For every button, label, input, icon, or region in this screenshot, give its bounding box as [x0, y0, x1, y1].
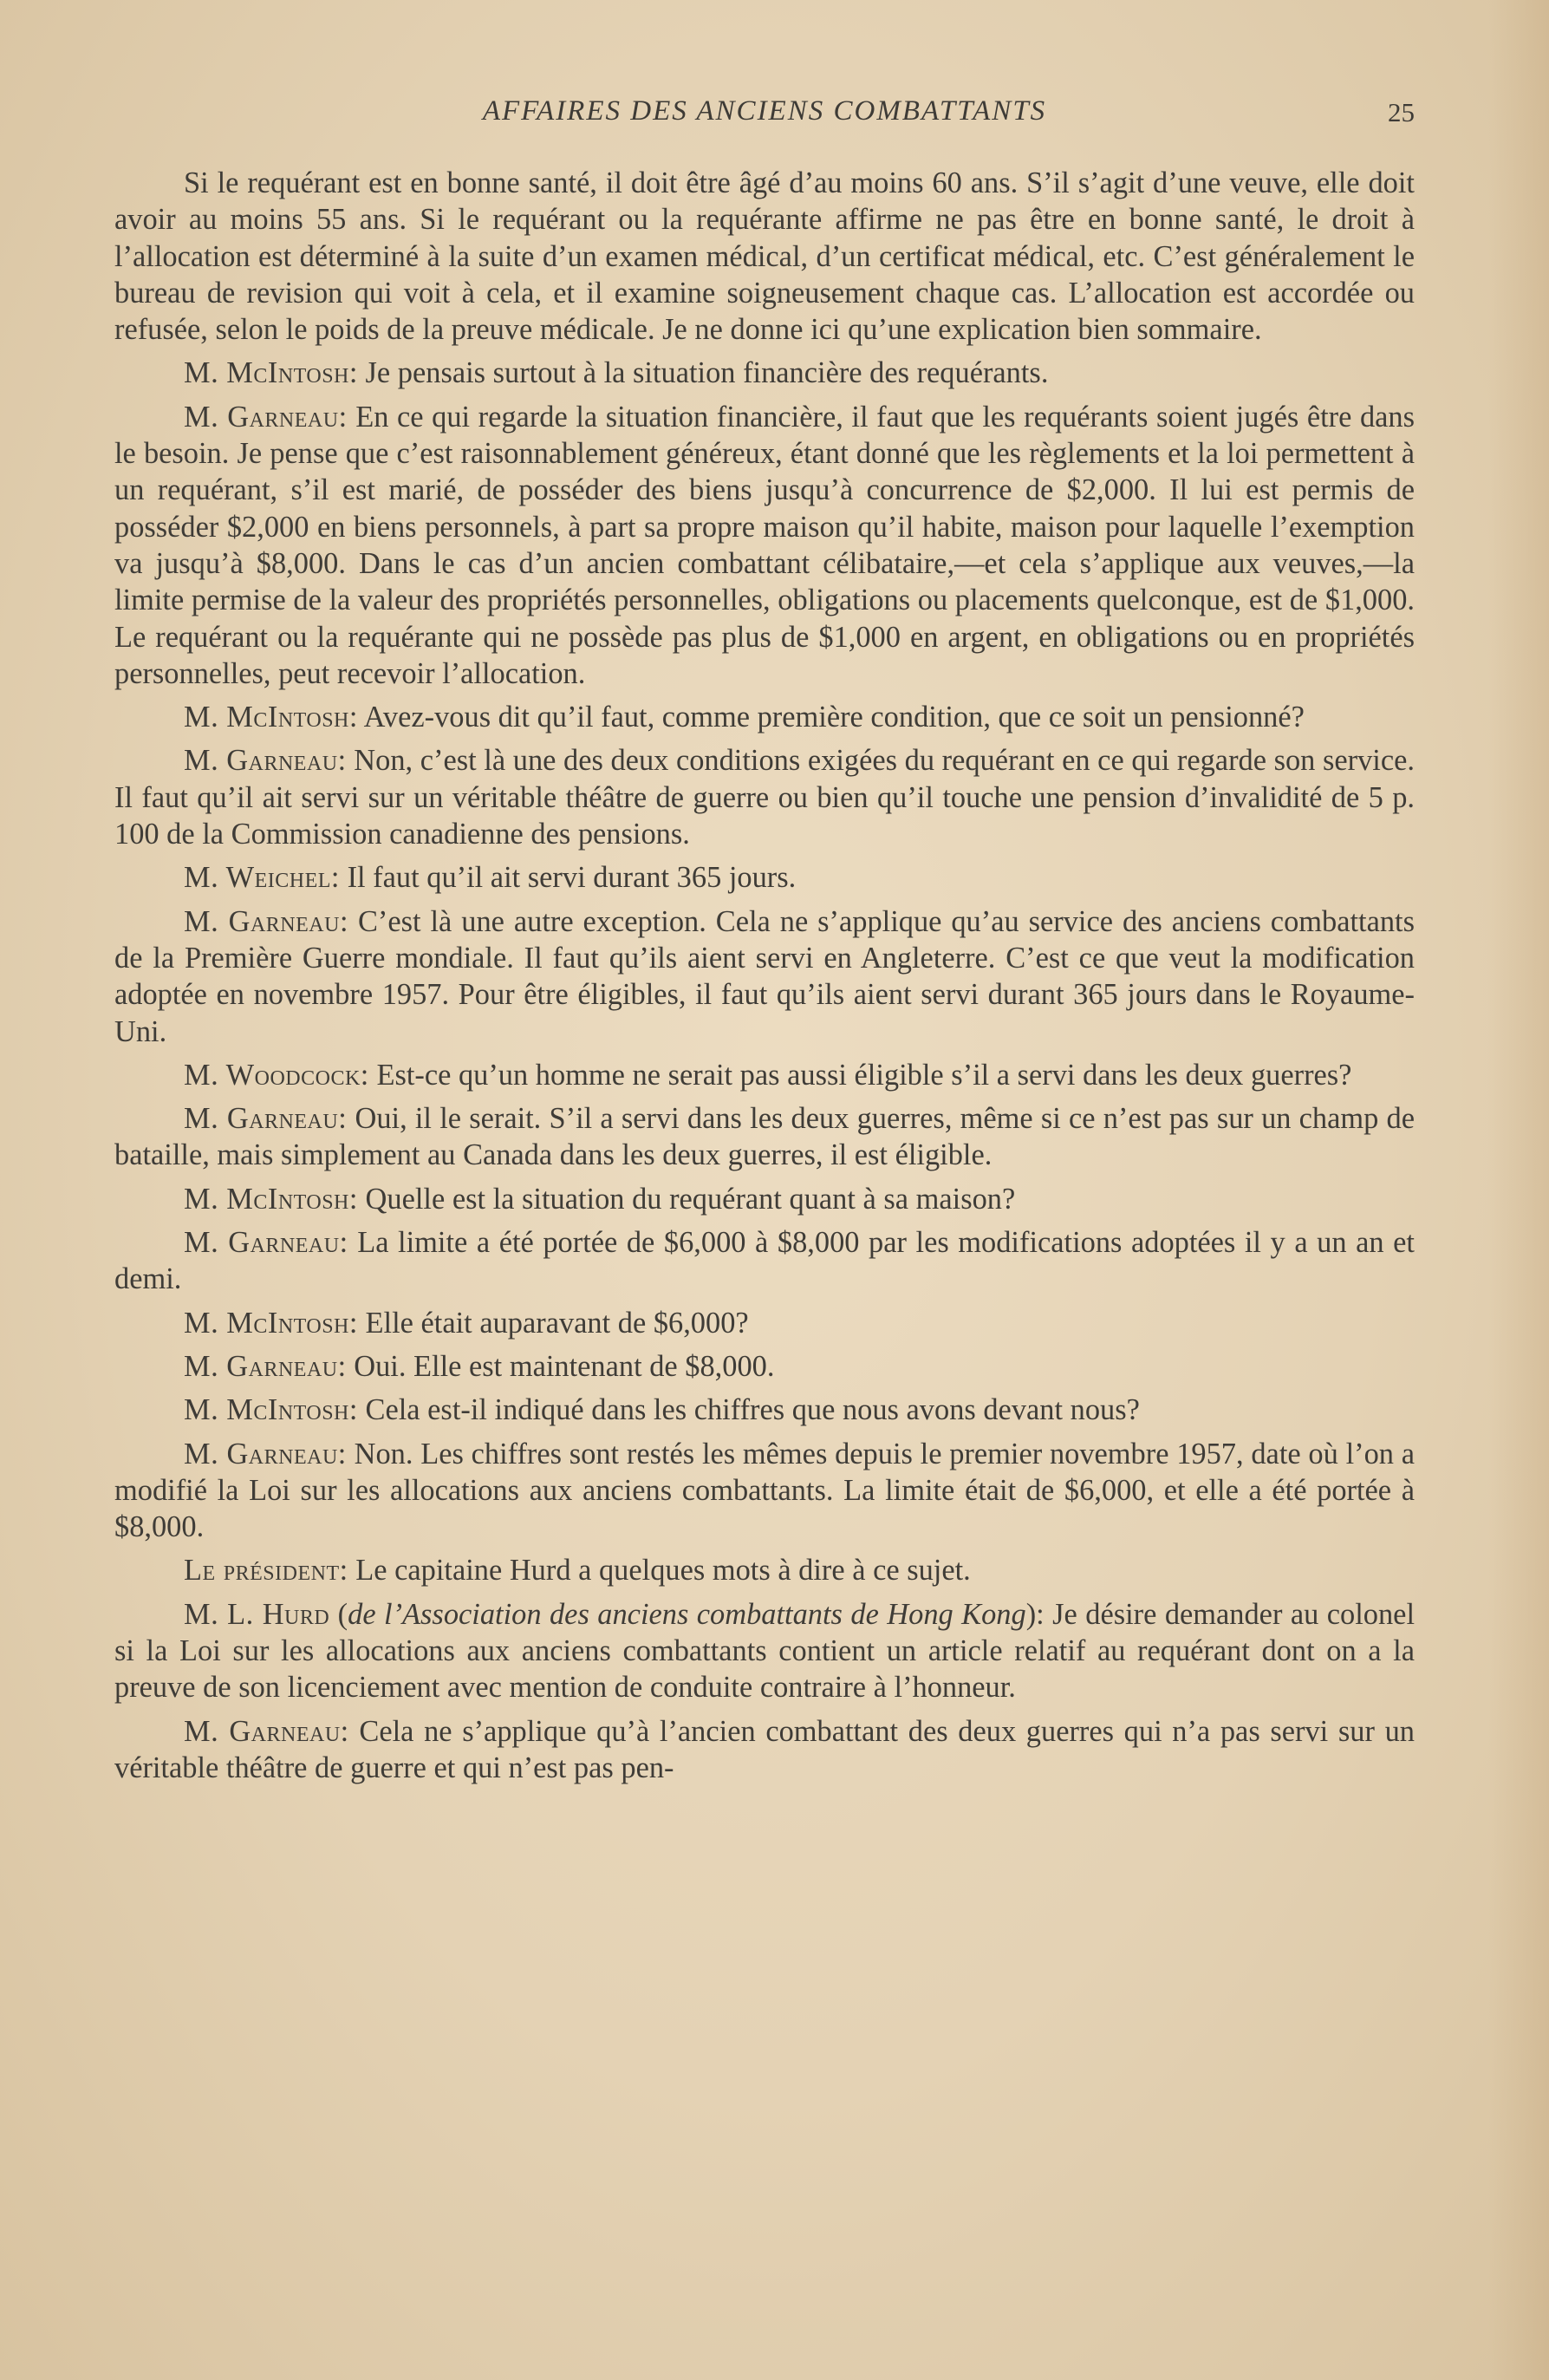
speaker-name: M. Woodcock:: [184, 1058, 369, 1092]
paragraph-text: Est-ce qu’un homme ne serait pas aussi éligible s’il a servi dans les deux guerres?: [368, 1058, 1352, 1092]
paragraph-text: Cela est-il indiqué dans les chiffres que nous avons devant nous?: [357, 1393, 1140, 1427]
paragraph: [114, 1552, 1415, 1588]
paragraph-text: Je pensais surtout à la situation financière des requérants.: [357, 356, 1049, 390]
paragraph: [114, 1305, 1415, 1341]
running-head: AFFAIRES DES ANCIENS COMBATTANTS: [482, 95, 1047, 127]
paragraph-text: : Je désire demander au colonel si la Loi sur les allocations aux anciens combattants contient un article relatif au requérant dont on a la preuve de son licenciement avec mention de conduite contraire à l’honneur.: [114, 1597, 1415, 1705]
paragraph-text: La limite a été portée de $6,000 à $8,000 par les modifications adoptées il y a un an et demi.: [114, 1226, 1415, 1296]
speaker-name: M. Garneau:: [184, 1349, 347, 1383]
paragraph: [114, 1181, 1415, 1217]
speaker-name: M. McIntosh:: [184, 356, 358, 390]
paragraph-text: C’est là une autre exception. Cela ne s’applique qu’au service des anciens combattants de la Première Guerre mondiale. Il faut qu’ils aient servi en Angleterre. C’est ce que veut la modification adoptée en novembre 1957. Pour être éligibles, il faut qu’ils aient servi durant 365 jours dans le Royaume-Uni.: [114, 904, 1415, 1048]
paragraph: [114, 399, 1415, 692]
paragraph-text: Cela ne s’applique qu’à l’ancien combattant des deux guerres qui n’a pas servi sur un véritable théâtre de guerre et qui n’est pas pen-: [114, 1714, 1415, 1784]
paragraph: [114, 1057, 1415, 1093]
paragraph-text: Le capitaine Hurd a quelques mots à dire à ce sujet.: [348, 1554, 971, 1588]
speaker-name: M. Garneau:: [184, 904, 349, 938]
paragraph: [114, 903, 1415, 1050]
paragraph-text: En ce qui regarde la situation financière, il faut que les requérants soient jugés être dans le besoin. Je pense que c’est raisonnablement généreux, étant donné que les règlements et la loi permettent à un requérant, s’il est marié, de posséder des biens jusqu’à concurrence de $2,000. Il lui est permis de posséder $2,000 en biens personnels, à part sa propre maison qu’il habite, maison pour laquelle l’exemption va jusqu’à $8,000. Dans le cas d’un ancien combattant célibataire,—et cela s’applique aux veuves,—la limite permise de la valeur des propriétés personnelles, obligations ou placements quelconque, est de $1,000. Le requérant ou la requérante qui ne possède pas plus de $1,000 en argent, en obligations ou en propriétés personnelles, peut recevoir l’allocation.: [114, 400, 1415, 690]
speaker-name: M. McIntosh:: [184, 1306, 358, 1340]
page-number: 25: [1388, 97, 1415, 127]
paragraph: [114, 1392, 1415, 1428]
speaker-name: M. L. Hurd: [184, 1597, 330, 1631]
speaker-name: M. Garneau:: [184, 1437, 347, 1470]
paragraph: [114, 355, 1415, 391]
paragraph-text: Non. Les chiffres sont restés les mêmes depuis le premier novembre 1957, date où l’on a modifié la Loi sur les allocations aux anciens combattants. La limite était de $6,000, et elle a été portée à $8,000.: [114, 1437, 1415, 1544]
speaker-name: M. Weichel:: [184, 861, 340, 895]
speaker-name: M. Garneau:: [184, 1226, 348, 1260]
speaker-name: M. McIntosh:: [184, 1182, 358, 1216]
speaker-name: M. Garneau:: [184, 1714, 349, 1748]
paragraph: [114, 165, 1415, 348]
page-header: [114, 94, 1415, 132]
paragraph-text: Avez-vous dit qu’il faut, comme première condition, que ce soit un pensionné?: [357, 701, 1305, 734]
transcript-body: [114, 165, 1415, 1793]
paragraph-text: Oui, il le serait. S’il a servi dans les deux guerres, même si ce n’est pas sur un champ de bataille, mais simplement au Canada dans les deux guerres, il est éligible.: [114, 1102, 1415, 1172]
speaker-name: M. Garneau:: [184, 1102, 348, 1136]
paragraph: [114, 1348, 1415, 1385]
page-edge-shading: [1488, 0, 1549, 2380]
paragraph: [114, 1224, 1415, 1298]
paragraph: [114, 1436, 1415, 1546]
paragraph: M. L. Hurd (de l’Association des anciens combattants de Hong Kong): Je désire demander au colonel si la Loi sur les allocations aux anciens combattants contient un article relatif au requérant dont on a la preuve de son licenciement avec mention de conduite contraire à l’honneur.: [114, 1597, 1415, 1705]
speaker-name: Le président:: [184, 1554, 348, 1588]
paragraph-text: Non, c’est là une des deux conditions exigées du requérant en ce qui regarde son service. Il faut qu’il ait servi sur un véritable théâtre de guerre ou bien qu’il touche une pension d’invalidité de 5 p. 100 de la Commission canadienne des pensions.: [114, 744, 1415, 851]
paragraph-text: Il faut qu’il ait servi durant 365 jours.: [339, 861, 797, 895]
paragraph-text: Si le requérant est en bonne santé, il doit être âgé d’au moins 60 ans. S’il s’agit d’une veuve, elle doit avoir au moins 55 ans. Si le requérant ou la requérante affirme ne pas être en bonne santé, le droit à l’allocation est déterminé à la suite d’un examen médical, d’un certificat médical, etc. C’est généralement le bureau de revision qui voit à cela, et il examine soigneusement chaque cas. L’allocation est accordée ou refusée, selon le poids de la preuve médicale. Je ne donne ici qu’une explication bien sommaire.: [114, 166, 1415, 347]
paragraph: [114, 1100, 1415, 1174]
paragraph-text: Elle était auparavant de $6,000?: [357, 1306, 749, 1340]
speaker-name: M. Garneau:: [184, 400, 348, 434]
speaker-name: M. Garneau:: [184, 744, 347, 778]
paragraph: [114, 699, 1415, 735]
speaker-affiliation: de l’Association des anciens combattants de Hong Kong: [348, 1597, 1026, 1631]
speaker-name: M. McIntosh:: [184, 1393, 358, 1427]
paragraph: [114, 859, 1415, 896]
paragraph: [114, 1713, 1415, 1787]
paragraph-text: Quelle est la situation du requérant quant à sa maison?: [357, 1182, 1016, 1216]
speaker-name: M. McIntosh:: [184, 701, 358, 734]
paragraph-text: Oui. Elle est maintenant de $8,000.: [346, 1349, 775, 1383]
paragraph: [114, 742, 1415, 852]
